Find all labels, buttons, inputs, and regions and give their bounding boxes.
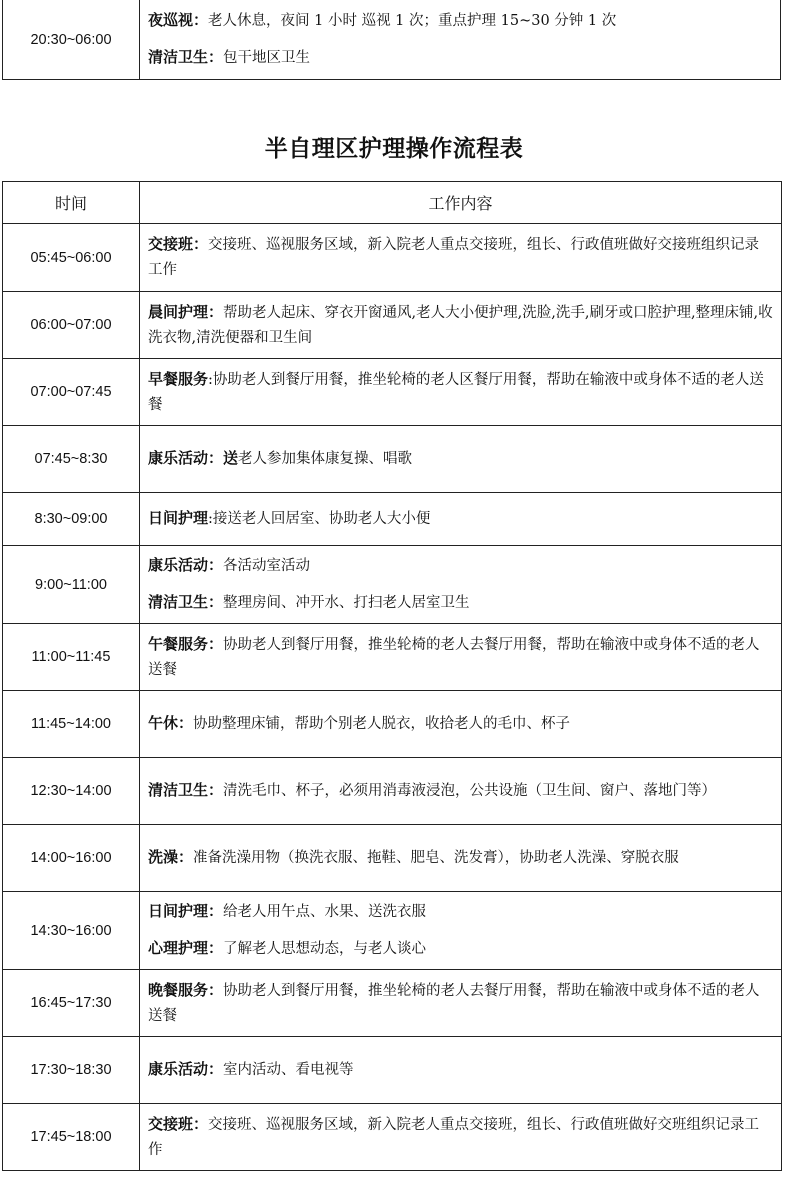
content-item [148, 711, 773, 737]
item-text: 协助整理床铺，帮助个别老人脱衣，收拾老人的毛巾、杯子 [193, 716, 571, 732]
content-item [148, 8, 772, 34]
item-label: 交接班： [148, 1115, 209, 1133]
content-cell [140, 892, 782, 970]
item-label: 康乐活动： [148, 557, 224, 574]
item-label: 夜巡视： [148, 12, 209, 29]
table-row [3, 1037, 782, 1104]
table-row [3, 224, 782, 292]
table-row [3, 493, 782, 546]
item-text: 准备洗澡用物（换洗衣服、拖鞋、肥皂、洗发膏），协助老人洗澡、穿脱衣服 [193, 850, 679, 866]
table-row [3, 359, 782, 426]
time-cell: 11:45~14:00 [3, 691, 140, 758]
item-text: :协助老人到餐厅用餐，推坐轮椅的老人区餐厅用餐，帮助在输液中或身体不适的老人送餐 [148, 371, 764, 413]
time-cell: 16:45~17:30 [3, 970, 140, 1037]
content-cell [140, 691, 782, 758]
item-text: 交接班、巡视服务区域，新入院老人重点交接班，组长、行政值班做好交接班组织记录工作 [148, 237, 760, 278]
content-cell [140, 0, 781, 80]
item-label: 康乐活动：送 [148, 450, 239, 467]
item-text: 各活动室活动 [223, 558, 311, 574]
item-text: 帮助老人起床、穿衣开窗通风,老人大小便护理,洗脸,洗手,刷牙或口腔护理,整理床铺,收洗衣物,清洗便器和卫生间 [148, 304, 773, 346]
item-text: 室内活动、看电视等 [223, 1062, 354, 1078]
item-label: 洗澡： [148, 849, 194, 866]
content-item [148, 232, 773, 283]
content-item [148, 506, 773, 532]
table-row [3, 825, 782, 892]
content-item [148, 1112, 773, 1163]
time-cell: 07:00~07:45 [3, 359, 140, 426]
item-label: 清洁卫生： [148, 782, 224, 799]
item-text: 老人参加集体康复操、唱歌 [238, 451, 413, 467]
table-row [3, 691, 782, 758]
content-cell [140, 224, 782, 292]
content-item [148, 778, 773, 804]
time-cell: 14:30~16:00 [3, 892, 140, 970]
item-text: 协助老人到餐厅用餐，推坐轮椅的老人去餐厅用餐，帮助在输液中或身体不适的老人送餐 [148, 636, 760, 678]
table-row [3, 0, 781, 80]
item-text: 老人休息，夜间 1 小时 巡视 1 次；重点护理 15~30 分钟 1 次 [208, 13, 617, 29]
content-item [148, 978, 773, 1029]
content-item [148, 845, 773, 871]
content-cell [140, 1104, 782, 1171]
content-cell [140, 359, 782, 426]
time-cell: 14:00~16:00 [3, 825, 140, 892]
time-cell: 20:30~06:00 [3, 0, 140, 80]
table-row [3, 546, 782, 624]
content-cell [140, 493, 782, 546]
table-header-row [3, 182, 782, 224]
content-item [148, 590, 773, 616]
content-cell [140, 292, 782, 359]
item-text: 清洗毛巾、杯子，必须用消毒液浸泡，公共设施（卫生间、窗户、落地门等） [223, 783, 717, 799]
item-text: 了解老人思想动态，与老人谈心 [223, 941, 427, 957]
item-label: 晚餐服务： [148, 981, 224, 999]
content-cell [140, 825, 782, 892]
item-text: 整理房间、冲开水、打扫老人居室卫生 [223, 595, 470, 611]
table-row [3, 970, 782, 1037]
header-time: 时间 [3, 182, 140, 224]
content-cell [140, 546, 782, 624]
item-label: 清洁卫生： [148, 49, 224, 66]
content-item [148, 553, 773, 579]
item-label: 晨间护理： [148, 303, 224, 321]
item-text: :接送老人回居室、协助老人大小便 [208, 511, 431, 527]
content-item [148, 45, 772, 71]
content-cell [140, 1037, 782, 1104]
table-row [3, 292, 782, 359]
item-text: 协助老人到餐厅用餐，推坐轮椅的老人去餐厅用餐，帮助在输液中或身体不适的老人送餐 [148, 982, 760, 1024]
table-row [3, 758, 782, 825]
content-item [148, 446, 773, 472]
content-item [148, 300, 773, 351]
time-cell: 05:45~06:00 [3, 224, 140, 292]
time-cell: 8:30~09:00 [3, 493, 140, 546]
care-schedule-table [2, 181, 782, 1171]
item-label: 午休： [148, 715, 194, 732]
time-cell: 9:00~11:00 [3, 546, 140, 624]
content-cell [140, 970, 782, 1037]
content-item [148, 936, 773, 962]
item-text: 包干地区卫生 [223, 50, 311, 66]
item-label: 交接班： [148, 236, 209, 253]
table-row [3, 624, 782, 691]
item-label: 日间护理 [148, 510, 209, 527]
content-item [148, 632, 773, 683]
page-title: 半自理区护理操作流程表 [264, 136, 524, 162]
content-cell [140, 426, 782, 493]
item-label: 康乐活动： [148, 1061, 224, 1078]
item-label: 心理护理： [148, 940, 224, 957]
time-cell: 07:45~8:30 [3, 426, 140, 493]
time-cell: 12:30~14:00 [3, 758, 140, 825]
time-cell: 17:30~18:30 [3, 1037, 140, 1104]
table-row [3, 426, 782, 493]
night-schedule-table [2, 0, 781, 80]
item-text: 交接班、巡视服务区域，新入院老人重点交接班，组长、行政值班做好交班组织记录工作 [148, 1116, 760, 1158]
time-cell: 17:45~18:00 [3, 1104, 140, 1171]
item-label: 日间护理： [148, 903, 224, 920]
content-cell [140, 758, 782, 825]
item-label: 清洁卫生： [148, 594, 224, 611]
item-label: 早餐服务 [148, 370, 209, 388]
time-cell: 06:00~07:00 [3, 292, 140, 359]
header-content: 工作内容 [140, 182, 782, 224]
content-item [148, 367, 773, 418]
table-row [3, 892, 782, 970]
content-item [148, 1057, 773, 1083]
time-cell: 11:00~11:45 [3, 624, 140, 691]
content-item [148, 899, 773, 925]
content-cell [140, 624, 782, 691]
table-row [3, 1104, 782, 1171]
item-text: 给老人用午点、水果、送洗衣服 [223, 904, 427, 920]
item-label: 午餐服务： [148, 635, 224, 653]
